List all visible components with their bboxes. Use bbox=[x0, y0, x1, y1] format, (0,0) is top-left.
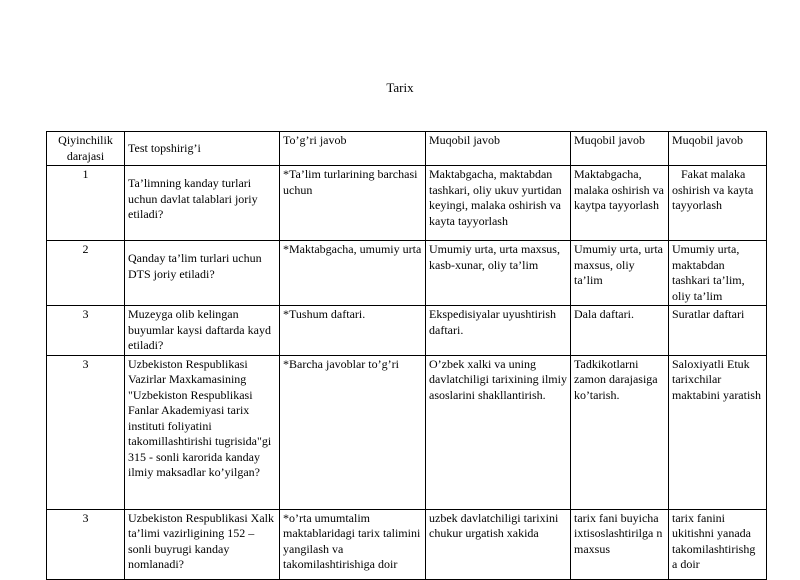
alternative-answer-cell: Dala daftari. bbox=[571, 306, 669, 356]
table-row bbox=[47, 306, 767, 356]
correct-answer-cell: *Ta’lim turlarining barchasi uchun bbox=[280, 166, 426, 241]
alternative-answer-cell: Umumiy urta, urta maxsus, oliy ta’lim bbox=[571, 241, 669, 306]
correct-answer-cell: *Maktabgacha, umumiy urta bbox=[280, 241, 426, 306]
table-row bbox=[47, 241, 767, 306]
correct-answer-cell: *o’rta umumtalim maktablaridagi tarix talimini yangilash va takomilashtirishiga doir bbox=[280, 509, 426, 579]
header-test-task: Test topshirig’i bbox=[125, 132, 280, 166]
alternative-answer-cell: Tadkikotlarni zamon darajasiga ko’tarish. bbox=[571, 355, 669, 509]
header-alternative-answer-3: Muqobil javob bbox=[669, 132, 767, 166]
difficulty-cell: 1 bbox=[47, 166, 125, 241]
alternative-answer-cell: uzbek davlatchiligi tarixini chukur urgatish xakida bbox=[426, 509, 571, 579]
header-difficulty: Qiyinchilik darajasi bbox=[47, 132, 125, 166]
alternative-answer-cell: Ekspedisiyalar uyushtirish daftari. bbox=[426, 306, 571, 356]
difficulty-cell: 3 bbox=[47, 306, 125, 356]
alternative-answer-cell: Suratlar daftari bbox=[669, 306, 767, 356]
table-row bbox=[47, 509, 767, 579]
difficulty-cell: 2 bbox=[47, 241, 125, 306]
table-row bbox=[47, 355, 767, 509]
alternative-answer-cell: Umumiy urta, urta maxsus, kasb-xunar, oliy ta’lim bbox=[426, 241, 571, 306]
alternative-answer-cell: Saloxiyatli Etuk tarixchilar maktabini yaratish bbox=[669, 355, 767, 509]
correct-answer-cell: *Tushum daftari. bbox=[280, 306, 426, 356]
header-alternative-answer-1: Muqobil javob bbox=[426, 132, 571, 166]
alternative-answer-cell: Maktabgacha, maktabdan tashkari, oliy ukuv yurtidan keyingi, malaka oshirish va kayta tayyorlash bbox=[426, 166, 571, 241]
alternative-answer-cell: O’zbek xalki va uning davlatchiligi tarixining ilmiy asoslarini shakllantirish. bbox=[426, 355, 571, 509]
table-header-row bbox=[47, 132, 767, 166]
header-alternative-answer-2: Muqobil javob bbox=[571, 132, 669, 166]
header-correct-answer: To’g’ri javob bbox=[280, 132, 426, 166]
question-cell: Qanday ta’lim turlari uchun DTS joriy etiladi? bbox=[125, 241, 280, 306]
test-questions-table bbox=[46, 131, 767, 580]
question-cell: Ta’limning kanday turlari uchun davlat talablari joriy etiladi? bbox=[125, 166, 280, 241]
alternative-answer-cell: tarix fanini ukitishni yanada takomilashtirishg a doir bbox=[669, 509, 767, 579]
table-row bbox=[47, 166, 767, 241]
alternative-answer-cell: Maktabgacha, malaka oshirish va kaytpa tayyorlash bbox=[571, 166, 669, 241]
alternative-answer-cell: Fakat malaka oshirish va kayta tayyorlash bbox=[669, 166, 767, 241]
question-cell: Uzbekiston Respublikasi Xalk ta’limi vazirligining 152 – sonli buyrugi kanday nomlanadi? bbox=[125, 509, 280, 579]
difficulty-cell: 3 bbox=[47, 509, 125, 579]
alternative-answer-cell: Umumiy urta, maktabdan tashkari ta’lim, oliy ta’lim bbox=[669, 241, 767, 306]
correct-answer-cell: *Barcha javoblar to’g’ri bbox=[280, 355, 426, 509]
difficulty-cell: 3 bbox=[47, 355, 125, 509]
document-title: Tarix bbox=[386, 80, 414, 95]
alternative-answer-cell: tarix fani buyicha ixtisoslashtirilga n maxsus bbox=[571, 509, 669, 579]
question-cell: Muzeyga olib kelingan buyumlar kaysi daftarda kayd etiladi? bbox=[125, 306, 280, 356]
question-cell: Uzbekiston Respublikasi Vazirlar Maxkamasining "Uzbekiston Respublikasi Fanlar Akademiyasi tarix instituti foliyatini takomillashtirishi tugrisida"gi 315 - sonli karorida kanday ilmiy maksadlar ko’yilgan? bbox=[125, 355, 280, 509]
